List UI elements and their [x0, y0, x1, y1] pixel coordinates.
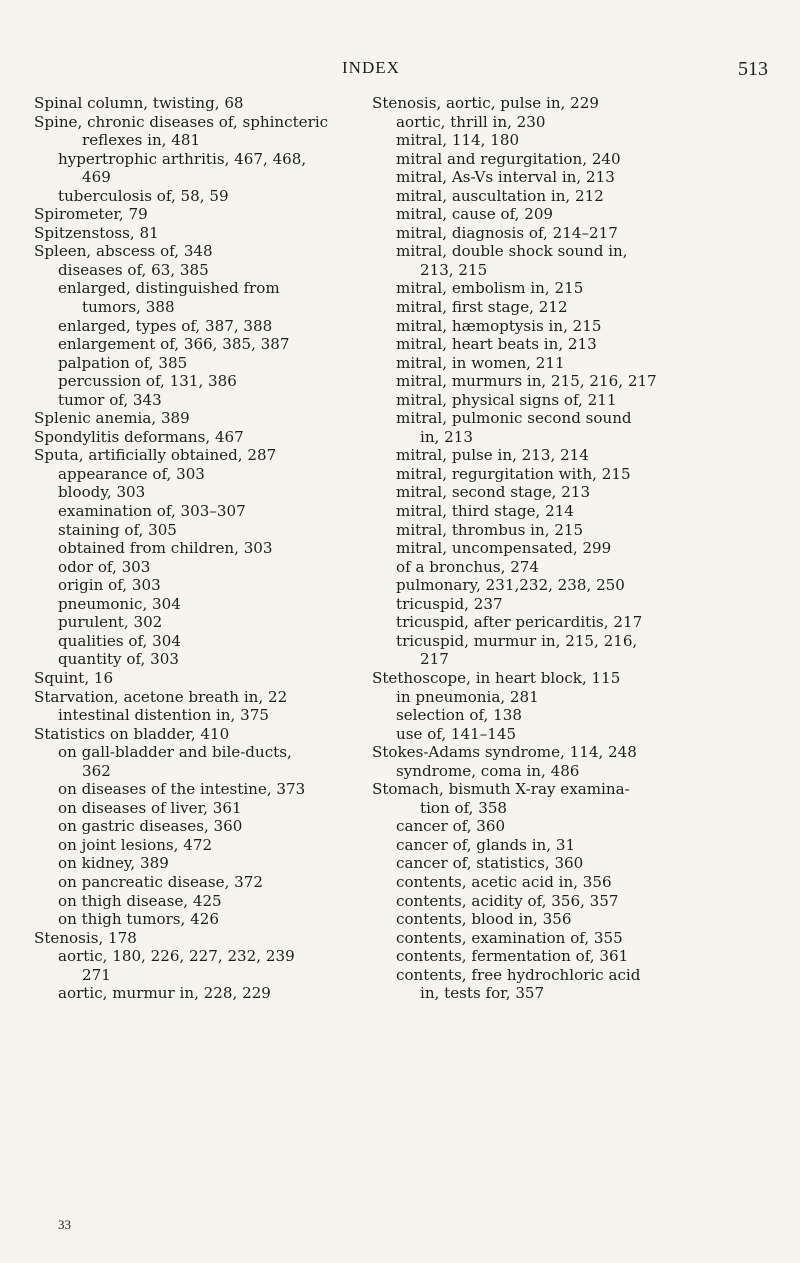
index-entry: Squint, 16 [34, 668, 114, 687]
index-subentry: on gastric diseases, 360 [58, 817, 243, 836]
index-subentry: mitral, second stage, 213 [396, 483, 591, 502]
index-subentry: on thigh disease, 425 [58, 891, 222, 910]
index-subentry: aortic, thrill in, 230 [396, 112, 546, 131]
index-subentry: purulent, 302 [58, 613, 163, 632]
index-subentry: staining of, 305 [58, 520, 177, 539]
index-subentry: mitral, third stage, 214 [396, 502, 574, 521]
index-subentry: cancer of, glands in, 31 [396, 835, 576, 854]
index-subentry: intestinal distention in, 375 [58, 706, 269, 725]
running-head: INDEX [342, 58, 400, 77]
index-subentry: in pneumonia, 281 [396, 687, 539, 706]
index-subentry: mitral and regurgitation, 240 [396, 149, 621, 168]
index-subentry: 213, 215 [420, 260, 488, 279]
index-subentry: diseases of, 63, 385 [58, 260, 209, 279]
index-subentry: appearance of, 303 [58, 464, 205, 483]
index-subentry: quantity of, 303 [58, 650, 179, 669]
index-subentry: mitral, cause of, 209 [396, 205, 554, 224]
index-entry: Spine, chronic diseases of, sphincteric [34, 112, 329, 131]
index-entry: Spinal column, twisting, 68 [34, 94, 244, 112]
index-subentry: 217 [420, 650, 449, 669]
index-subentry: mitral, in women, 211 [396, 353, 565, 372]
index-subentry: tricuspid, 237 [396, 594, 503, 613]
index-subentry: contents, examination of, 355 [396, 928, 623, 947]
index-subentry: mitral, physical signs of, 211 [396, 390, 617, 409]
index-subentry: mitral, embolism in, 215 [396, 279, 584, 298]
index-subentry: reflexes in, 481 [82, 131, 201, 150]
index-subentry: mitral, pulse in, 213, 214 [396, 446, 589, 465]
index-subentry: contents, free hydrochloric acid [396, 965, 641, 984]
index-subentry: mitral, 114, 180 [396, 131, 520, 150]
index-subentry: mitral, heart beats in, 213 [396, 335, 597, 354]
index-subentry: contents, acetic acid in, 356 [396, 872, 612, 891]
index-subentry: mitral, double shock sound in, [396, 242, 628, 261]
index-entry: Stethoscope, in heart block, 115 [372, 668, 621, 687]
index-subentry: qualities of, 304 [58, 631, 181, 650]
index-subentry: percussion of, 131, 386 [58, 372, 237, 391]
index-subentry: mitral, uncompensated, 299 [396, 539, 612, 558]
page-header [0, 58, 800, 82]
index-subentry: in, 213 [420, 427, 473, 446]
index-subentry: of a bronchus, 274 [396, 557, 540, 576]
index-subentry: mitral, As-Vs interval in, 213 [396, 168, 615, 187]
index-subentry: enlargement of, 366, 385, 387 [58, 335, 290, 354]
index-subentry: selection of, 138 [396, 706, 522, 725]
index-subentry: tion of, 358 [420, 798, 508, 817]
index-subentry: on kidney, 389 [58, 854, 169, 873]
index-subentry: on diseases of the intestine, 373 [58, 780, 306, 799]
index-subentry: tricuspid, after pericarditis, 217 [396, 613, 643, 632]
index-subentry: aortic, 180, 226, 227, 232, 239 [58, 947, 295, 966]
index-subentry: aortic, murmur in, 228, 229 [58, 984, 271, 1003]
index-subentry: tumors, 388 [82, 298, 175, 317]
index-subentry: pneumonic, 304 [58, 594, 181, 613]
index-subentry: in, tests for, 357 [420, 984, 545, 1003]
index-subentry: enlarged, types of, 387, 388 [58, 316, 273, 335]
index-entry: Stenosis, aortic, pulse in, 229 [372, 94, 599, 112]
signature-mark: 33 [58, 1217, 71, 1232]
index-subentry: palpation of, 385 [58, 353, 188, 372]
index-subentry: 362 [82, 761, 111, 780]
index-subentry: mitral, auscultation in, 212 [396, 186, 604, 205]
index-column-left [34, 94, 394, 1003]
index-subentry: tuberculosis of, 58, 59 [58, 186, 229, 205]
index-subentry: examination of, 303–307 [58, 502, 246, 521]
index-subentry: tricuspid, murmur in, 215, 216, [396, 631, 638, 650]
index-subentry: cancer of, 360 [396, 817, 506, 836]
index-entry: Splenic anemia, 389 [34, 409, 190, 428]
index-entry: Stomach, bismuth X-ray examina- [372, 780, 630, 799]
index-subentry: mitral, murmurs in, 215, 216, 217 [396, 372, 657, 391]
index-entry: Stokes-Adams syndrome, 114, 248 [372, 743, 637, 762]
index-subentry: syndrome, coma in, 486 [396, 761, 580, 780]
index-subentry: 469 [82, 168, 111, 187]
index-entry: Statistics on bladder, 410 [34, 724, 230, 743]
index-subentry: mitral, pulmonic second sound [396, 409, 632, 428]
index-subentry: on diseases of liver, 361 [58, 798, 242, 817]
index-entry: Sputa, artificially obtained, 287 [34, 446, 277, 465]
index-entry: Spitzenstoss, 81 [34, 223, 159, 242]
index-entry: Stenosis, 178 [34, 928, 137, 947]
index-subentry: pulmonary, 231,232, 238, 250 [396, 576, 625, 595]
index-subentry: mitral, hæmoptysis in, 215 [396, 316, 602, 335]
index-subentry: contents, fermentation of, 361 [396, 947, 629, 966]
index-subentry: use of, 141–145 [396, 724, 517, 743]
index-subentry: origin of, 303 [58, 576, 161, 595]
index-subentry: enlarged, distinguished from [58, 279, 280, 298]
index-subentry: bloody, 303 [58, 483, 146, 502]
index-subentry: tumor of, 343 [58, 390, 162, 409]
page-number: 513 [738, 58, 768, 80]
index-subentry: on gall-bladder and bile-ducts, [58, 743, 292, 762]
index-column-right [372, 94, 772, 1003]
index-subentry: contents, acidity of, 356, 357 [396, 891, 619, 910]
index-subentry: mitral, thrombus in, 215 [396, 520, 584, 539]
index-subentry: obtained from children, 303 [58, 539, 273, 558]
index-subentry: mitral, regurgitation with, 215 [396, 464, 631, 483]
index-subentry: on pancreatic disease, 372 [58, 872, 263, 891]
index-subentry: on joint lesions, 472 [58, 835, 213, 854]
index-entry: Spondylitis deformans, 467 [34, 427, 244, 446]
index-subentry: 271 [82, 965, 111, 984]
index-entry: Starvation, acetone breath in, 22 [34, 687, 288, 706]
index-subentry: odor of, 303 [58, 557, 151, 576]
index-subentry: on thigh tumors, 426 [58, 910, 219, 929]
index-subentry: hypertrophic arthritis, 467, 468, [58, 149, 307, 168]
index-entry: Spirometer, 79 [34, 205, 148, 224]
index-subentry: cancer of, statistics, 360 [396, 854, 584, 873]
index-subentry: contents, blood in, 356 [396, 910, 572, 929]
index-entry: Spleen, abscess of, 348 [34, 242, 213, 261]
index-subentry: mitral, diagnosis of, 214–217 [396, 223, 618, 242]
index-subentry: mitral, first stage, 212 [396, 298, 568, 317]
